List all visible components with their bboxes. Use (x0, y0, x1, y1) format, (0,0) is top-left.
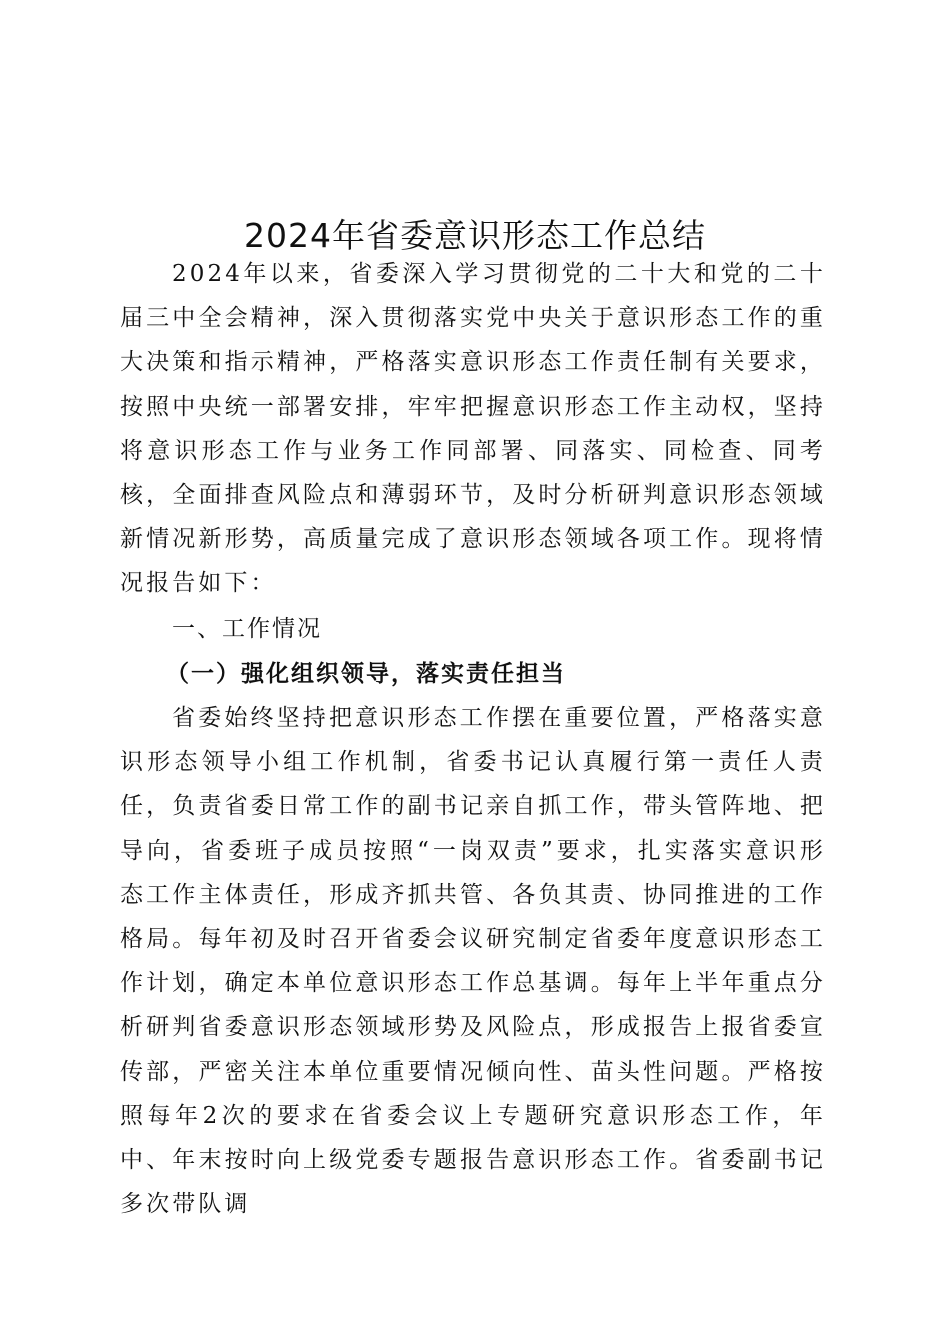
document-body (120, 252, 826, 1226)
intro-paragraph: 2024年以来，省委深入学习贯彻党的二十大和党的二十届三中全会精神，深入贯彻落实党中央关于意识形态工作的重大决策和指示精神，严格落实意识形态工作责任制有关要求，按照中央统一部署安排，牢牢把握意识形态工作主动权，坚持将意识形态工作与业务工作同部署、同落实、同检查、同考核，全面排查风险点和薄弱环节，及时分析研判意识形态领域新情况新形势，高质量完成了意识形态领域各项工作。现将情况报告如下： (120, 261, 826, 597)
subsection-paragraph: 省委始终坚持把意识形态工作摆在重要位置，严格落实意识形态领导小组工作机制，省委书记认真履行第一责任人责任，负责省委日常工作的副书记亲自抓工作，带头管阵地、把导向，省委班子成员按照“一岗双责”要求，扎实落实意识形态工作主体责任，形成齐抓共管、各负其责、协同推进的工作格局。每年初及时召开省委会议研究制定省委年度意识形态工作计划，确定本单位意识形态工作总基调。每年上半年重点分析研判省委意识形态领域形势及风险点，形成报告上报省委宣传部，严密关注本单位重要情况倾向性、苗头性问题。严格按照每年2次的要求在省委会议上专题研究意识形态工作，年中、年末按时向上级党委专题报告意识形态工作。省委副书记多次带队调 (120, 705, 826, 1218)
subsection-heading-organization-leadership: （一）强化组织领导，落实责任担当 (166, 660, 566, 687)
section-heading-work-situation: 一、工作情况 (172, 615, 322, 642)
document-title: 2024年省委意识形态工作总结 (244, 216, 706, 255)
